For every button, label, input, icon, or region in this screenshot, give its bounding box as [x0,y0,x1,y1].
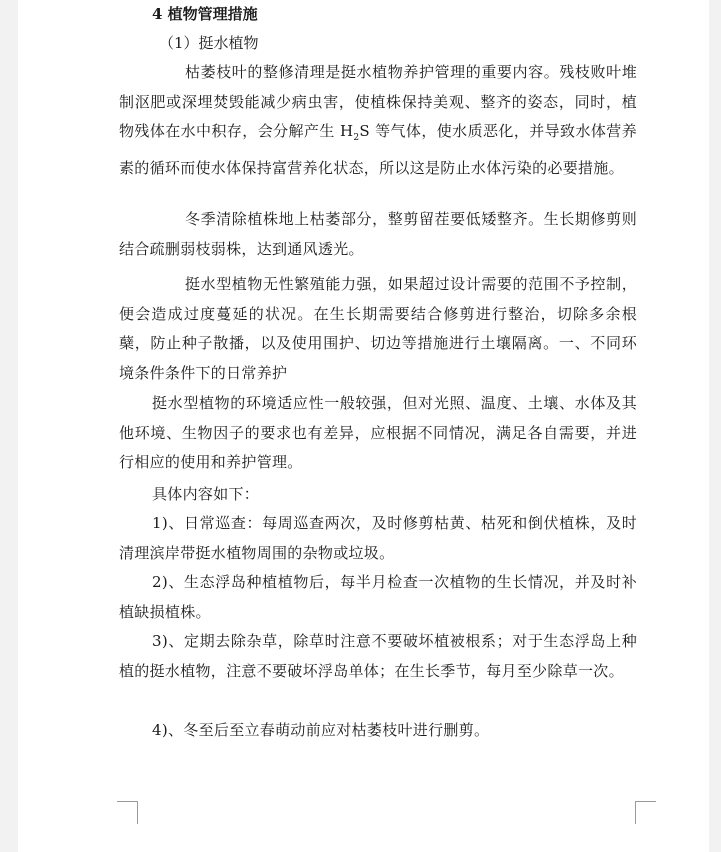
list-item-floating-island-check: 2)、生态浮岛种植植物后，每半月检查一次植物的生长情况，并及时补植缺损植株。 [119,573,637,621]
subscript-2: 2 [353,133,360,143]
window-frame-left [0,0,18,852]
page-margin-marker-right [635,801,656,824]
paragraph-details-intro: 具体内容如下： [152,485,260,503]
section-heading: 4 植物管理措施 [152,5,258,23]
document-page [18,0,709,852]
paragraph-winter-pruning: 冬季清除植株地上枯萎部分，整剪留茬要低矮整齐。生长期修剪则结合疏删弱枝弱株，达到通风透光。 [119,210,637,258]
subsection-heading: （1）挺水植物 [159,34,259,52]
paragraph-text-part: 枯萎枝叶的整修清理是挺水植物养护管理的重要内容。残枝败叶堆制沤肥或深埋焚毁能减少病虫害，使植株保持美观、整齐的姿态，同时，植物残体在水中积存，会分解产生 H [119,63,637,140]
window-frame-right [709,0,721,852]
paragraph-adaptability: 挺水型植物的环境适应性一般较强，但对光照、温度、土壤、水体及其他环境、生物因子的要求也有差异，应根据不同情况，满足各自需要，并进行相应的使用和养护管理。 [119,394,637,471]
paragraph-text-part: S 等气体，使水质恶化，并导致水体营养素的循环而使水体保持富营养化状态，所以这是防止水体污染的必要措施。 [119,122,637,177]
page-margin-marker-left [117,801,138,824]
list-item-winter-trimming: 4)、冬至后至立春萌动前应对枯萎枝叶进行删剪。 [152,721,490,739]
paragraph-growth-control: 挺水型植物无性繁殖能力强，如果超过设计需要的范围不予控制，便会造成过度蔓延的状况。在生长期需要结合修剪进行整治，切除多余根蘖，防止种子散播，以及使用围护、切边等措施进行土壤隔离。一、不同环境条件条件下的日常养护 [119,275,637,382]
paragraph-pruning-importance [119,58,637,183]
list-item-weeding: 3)、定期去除杂草，除草时注意不要破坏植被根系；对于生态浮岛上种植的挺水植物，注意不要破坏浮岛单体；在生长季节，每月至少除草一次。 [119,632,637,680]
list-item-daily-inspection: 1)、日常巡查：每周巡查两次，及时修剪枯黄、枯死和倒伏植株，及时清理滨岸带挺水植物周围的杂物或垃圾。 [119,514,637,562]
